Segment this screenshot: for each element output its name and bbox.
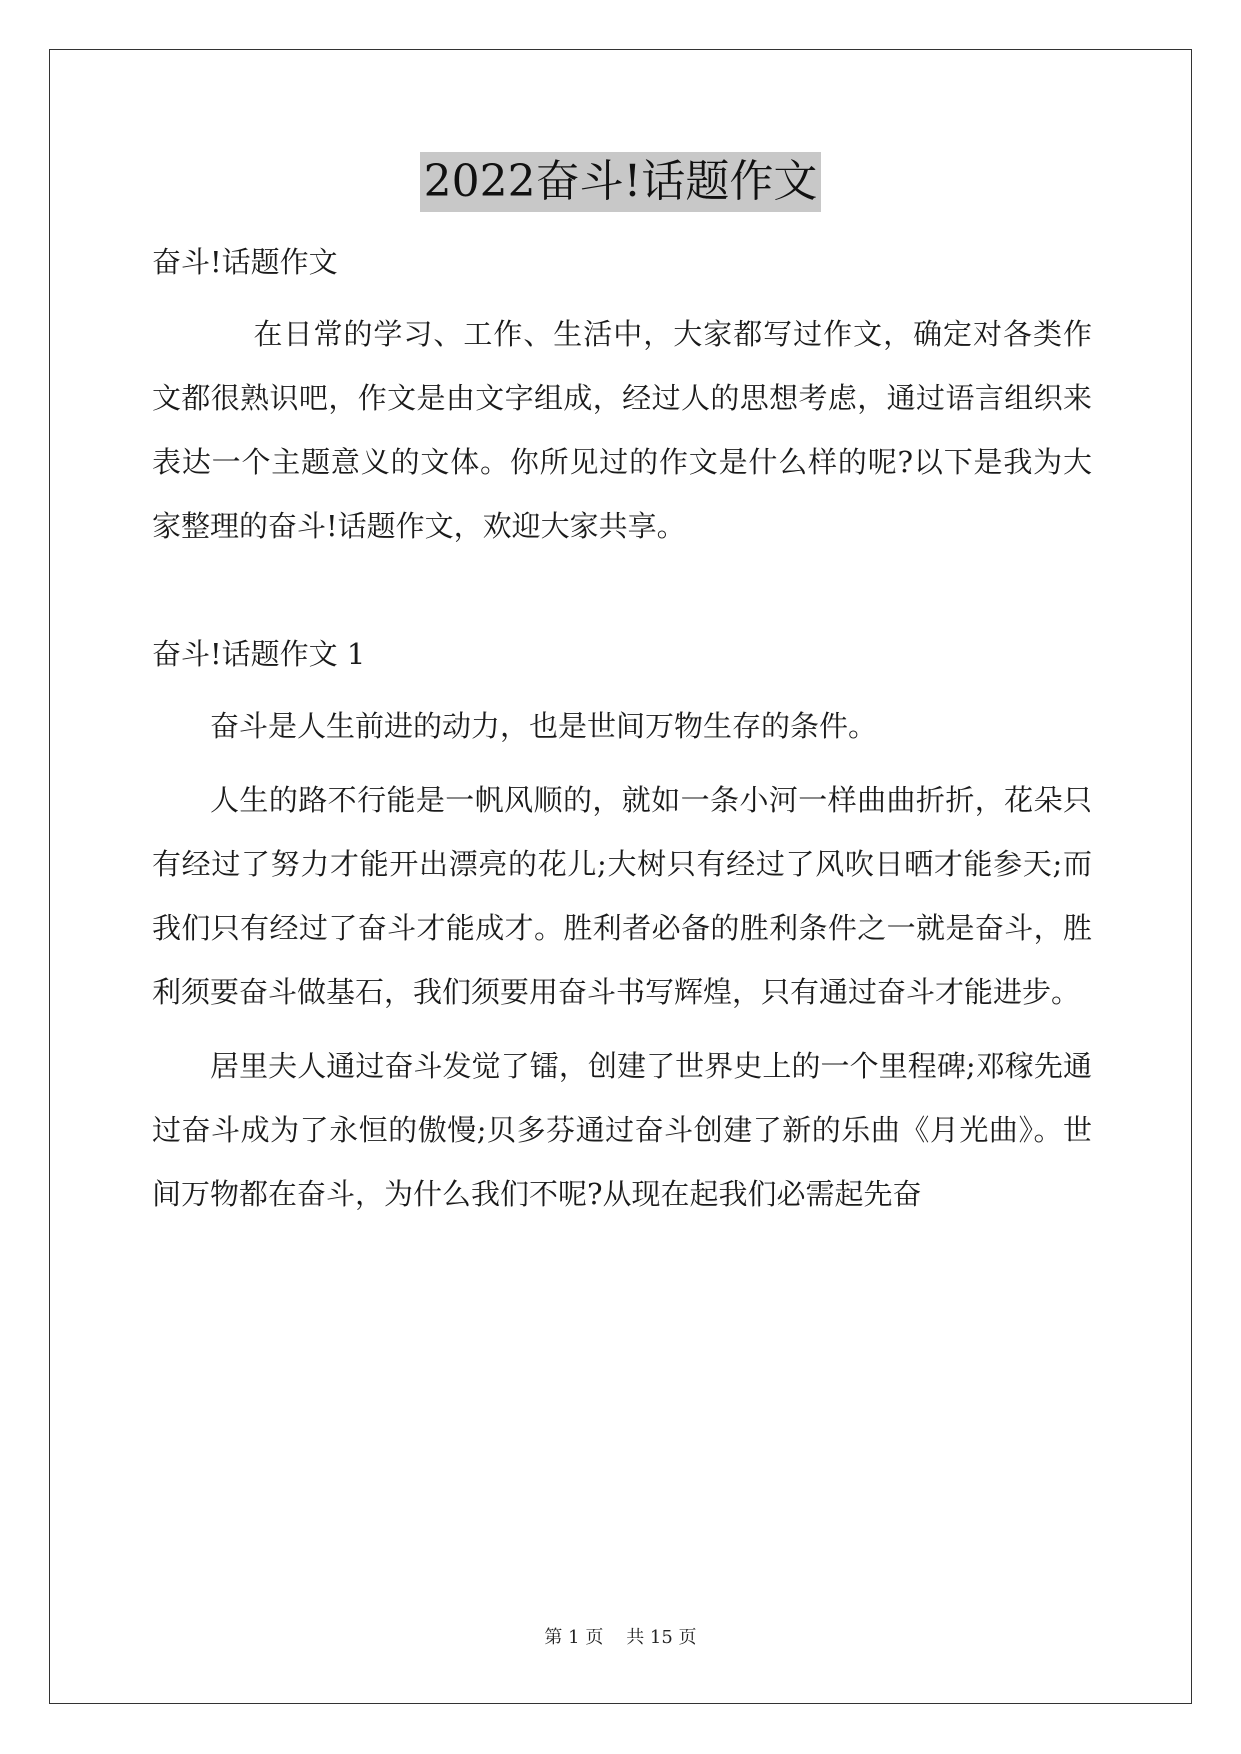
title-wrap [0, 152, 1241, 212]
body-paragraph: 居里夫人通过奋斗发觉了镭，创建了世界史上的一个里程碑;邓稼先通过奋斗成为了永恒的傲慢;贝多芬通过奋斗创建了新的乐曲《月光曲》。世间万物都在奋斗，为什么我们不呢?从现在起我们必需起先奋 [152, 1049, 1092, 1211]
document-body [152, 232, 1092, 1226]
body-paragraph: 奋斗是人生前进的动力，也是世间万物生存的条件。 [210, 709, 878, 743]
page-number-footer: 第 1 页 共 15 页 [544, 1627, 697, 1648]
intro-heading: 奋斗!话题作文 [152, 245, 338, 279]
intro-paragraph: 在日常的学习、工作、生活中，大家都写过作文，确定对各类作文都很熟识吧，作文是由文字组成，经过人的思想考虑，通过语言组织来表达一个主题意义的文体。你所见过的作文是什么样的呢?以下是我为大家整理的奋斗!话题作文，欢迎大家共享。 [152, 317, 1092, 543]
document-title: 2022奋斗!话题作文 [420, 152, 822, 212]
section-heading: 奋斗!话题作文 1 [152, 637, 366, 671]
body-paragraph: 人生的路不行能是一帆风顺的，就如一条小河一样曲曲折折，花朵只有经过了努力才能开出漂亮的花儿;大树只有经过了风吹日晒才能参天;而我们只有经过了奋斗才能成才。胜利者必备的胜利条件之一就是奋斗，胜利须要奋斗做基石，我们须要用奋斗书写辉煌，只有通过奋斗才能进步。 [152, 783, 1092, 1009]
